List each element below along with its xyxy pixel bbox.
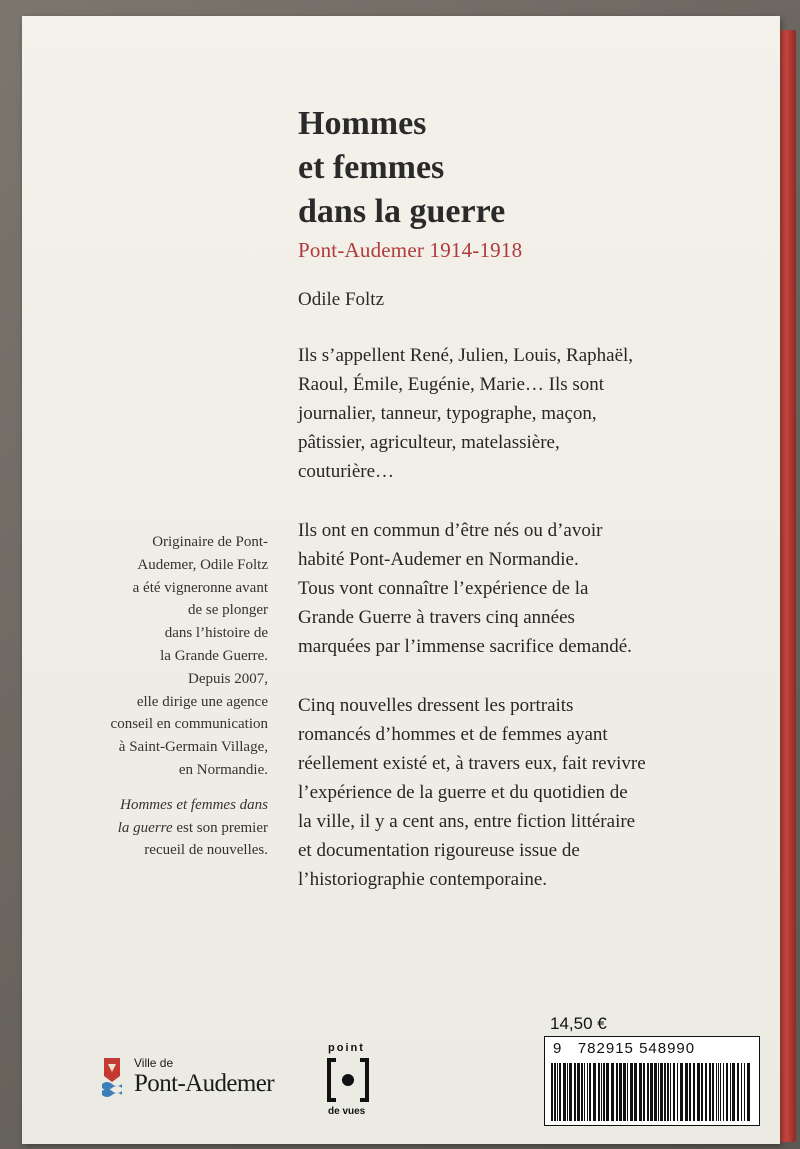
bio-italic-fragment: la guerre [117,819,173,836]
bio-italic-line: Hommes et femmes dans [120,796,268,813]
blurb-line: réellement existé et, à travers eux, fait revivre [298,753,646,774]
book-subtitle: Pont-Audemer 1914-1918 [298,238,523,262]
bio-line: de se plonger [188,602,268,619]
blurb-paragraph-2 [298,516,738,661]
bio-line: conseil en communication [110,716,268,733]
publisher-logo [318,1042,388,1120]
publisher-top-text: point [328,1042,365,1054]
book-back-cover [22,16,780,1144]
ville-logo [100,1054,310,1106]
blurb-line: habité Pont-Audemer en Normandie. [298,549,579,570]
publisher-bottom-text: de vues [328,1106,366,1117]
blurb-paragraph-1 [298,341,738,486]
ville-name-text: Pont-Audemer [134,1070,274,1097]
blurb-line: Ils s’appellent René, Julien, Louis, Raphaël, [298,345,634,366]
blurb-line: la ville, il y a cent ans, entre fiction littéraire [298,811,636,832]
bio-line: Depuis 2007, [188,670,268,687]
blurb-line: couturière… [298,461,395,482]
blurb-line: l’expérience de la guerre et du quotidien de [298,782,628,803]
blurb-line: l’historiographie contemporaine. [298,869,548,890]
bio-line: dans l’histoire de [164,625,268,642]
ville-emblem-icon [100,1054,124,1102]
bio-line: a été vigneronne avant [132,579,268,596]
author-bio [62,531,268,862]
bio-mixed-line [62,817,268,840]
blurb-paragraph-3 [298,691,738,894]
bio-line: elle dirige une agence [136,693,268,710]
bio-line: recueil de nouvelles. [144,842,268,859]
title-line: et femmes [298,149,445,186]
blurb-line: Cinq nouvelles dressent les portraits [298,695,574,716]
bio-spacer [62,782,268,794]
bio-text-fragment: est son premier [172,819,268,836]
blurb-line: Tous vont connaître l’expérience de la [298,578,589,599]
blurb-line: Grande Guerre à travers cinq années [298,607,575,628]
title-line: dans la guerre [298,193,506,230]
book-title [298,102,698,234]
isbn-number: 9 782915 548990 [553,1040,696,1057]
barcode-icon [551,1063,751,1121]
bio-line: Audemer, Odile Foltz [137,556,268,573]
price-label: 14,50 € [550,1014,607,1033]
isbn-barcode [544,1036,760,1126]
bracket-dot-icon [326,1056,370,1104]
ville-small-text: Ville de [134,1056,174,1070]
bio-line: Originaire de Pont- [152,534,268,550]
author-name: Odile Foltz [298,289,385,310]
blurb-line: marquées par l’immense sacrifice demandé. [298,636,632,657]
bio-line: la Grande Guerre. [160,647,268,664]
blurb-line: journalier, tanneur, typographe, maçon, [298,403,597,424]
blurb-line: pâtissier, agriculteur, matelassière, [298,432,560,453]
bio-line: en Normandie. [178,761,268,778]
title-line: Hommes [298,105,427,142]
blurb-line: et documentation rigoureuse issue de [298,840,580,861]
blurb-line: romancés d’hommes et de femmes ayant [298,724,608,745]
blurb-line: Raoul, Émile, Eugénie, Marie… Ils sont [298,374,605,395]
bio-line: à Saint-Germain Village, [118,739,268,756]
blurb-line: Ils ont en commun d’être nés ou d’avoir [298,520,603,541]
